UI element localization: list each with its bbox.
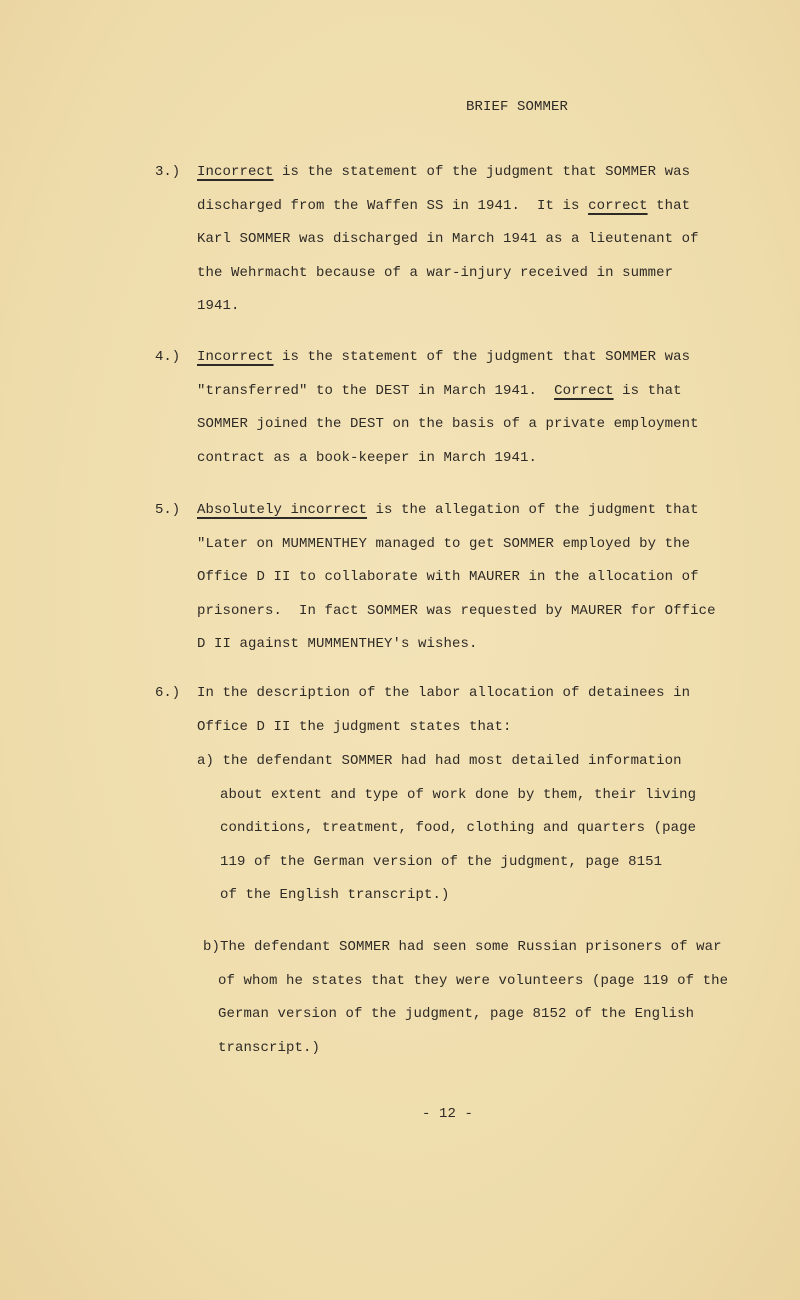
underlined-phrase: Absolutely incorrect — [197, 502, 368, 518]
text-line — [197, 198, 690, 214]
text-segment: the Wehrmacht because of a war-injury received in summer — [197, 264, 674, 281]
text-segment: "transferred" to the DEST in March 1941. — [197, 382, 555, 399]
subitem-line: of the English transcript.) — [220, 887, 450, 904]
text-line — [197, 265, 673, 281]
text-segment: contract as a book-keeper in March 1941. — [197, 449, 538, 466]
text-line — [197, 416, 699, 432]
text-segment: is the statement of the judgment that SOMMER was — [273, 349, 691, 365]
underlined-phrase: Incorrect — [197, 349, 274, 365]
subitem-line: a) the defendant SOMMER had had most detailed information — [197, 753, 682, 769]
text-line — [197, 719, 512, 735]
text-line — [197, 450, 537, 466]
text-segment: that — [647, 197, 691, 214]
item-number: 6.) — [155, 685, 181, 701]
text-line — [197, 502, 699, 518]
text-line — [197, 685, 690, 701]
text-line — [197, 383, 682, 399]
text-line — [197, 569, 699, 585]
subitem-line: transcript.) — [218, 1039, 321, 1056]
item-number: 4.) — [155, 349, 181, 365]
text-segment: 1941. — [197, 298, 240, 315]
subitem-line: conditions, treatment, food, clothing and quarters (page — [220, 820, 697, 837]
text-line — [197, 536, 690, 552]
page-number: - 12 - — [422, 1106, 474, 1122]
text-segment: is the statement of the judgment that SOMMER was — [273, 164, 691, 180]
text-segment: SOMMER joined the DEST on the basis of a private employment — [197, 416, 699, 433]
text-segment: is the allegation of the judgment that — [367, 502, 699, 518]
text-segment: "Later on MUMMENTHEY managed to get SOMMER employed by the — [197, 535, 691, 552]
item-number: 3.) — [155, 164, 181, 180]
text-segment: prisoners. In fact SOMMER was requested by MAURER for Office — [197, 602, 716, 619]
item-number: 5.) — [155, 502, 181, 518]
subitem-line: about extent and type of work done by them, their living — [220, 786, 697, 803]
text-segment: Karl SOMMER was discharged in March 1941 as a lieutenant of — [197, 231, 699, 248]
text-line — [197, 603, 716, 619]
text-line — [197, 164, 690, 180]
underlined-phrase: Incorrect — [197, 164, 274, 180]
text-segment: discharged from the Waffen SS in 1941. It is — [197, 197, 589, 214]
underlined-phrase: Correct — [554, 382, 614, 399]
text-line — [197, 298, 240, 314]
text-line — [197, 636, 478, 652]
underlined-phrase: correct — [588, 197, 648, 214]
subitem-line: of whom he states that they were volunteers (page 119 of the — [218, 972, 729, 989]
text-line — [197, 349, 690, 365]
text-line — [197, 231, 699, 247]
page-header: BRIEF SOMMER — [466, 99, 569, 115]
subitem-line: b)The defendant SOMMER had seen some Russian prisoners of war — [203, 939, 722, 955]
text-segment: Office D II the judgment states that: — [197, 718, 512, 735]
text-segment: In the description of the labor allocation of detainees in — [197, 685, 691, 701]
text-segment: is that — [613, 382, 682, 399]
subitem-line: German version of the judgment, page 8152 of the English — [218, 1006, 695, 1023]
subitem-line: 119 of the German version of the judgment, page 8151 — [220, 853, 663, 870]
text-segment: Office D II to collaborate with MAURER in the allocation of — [197, 569, 699, 586]
text-segment: D II against MUMMENTHEY's wishes. — [197, 636, 478, 653]
